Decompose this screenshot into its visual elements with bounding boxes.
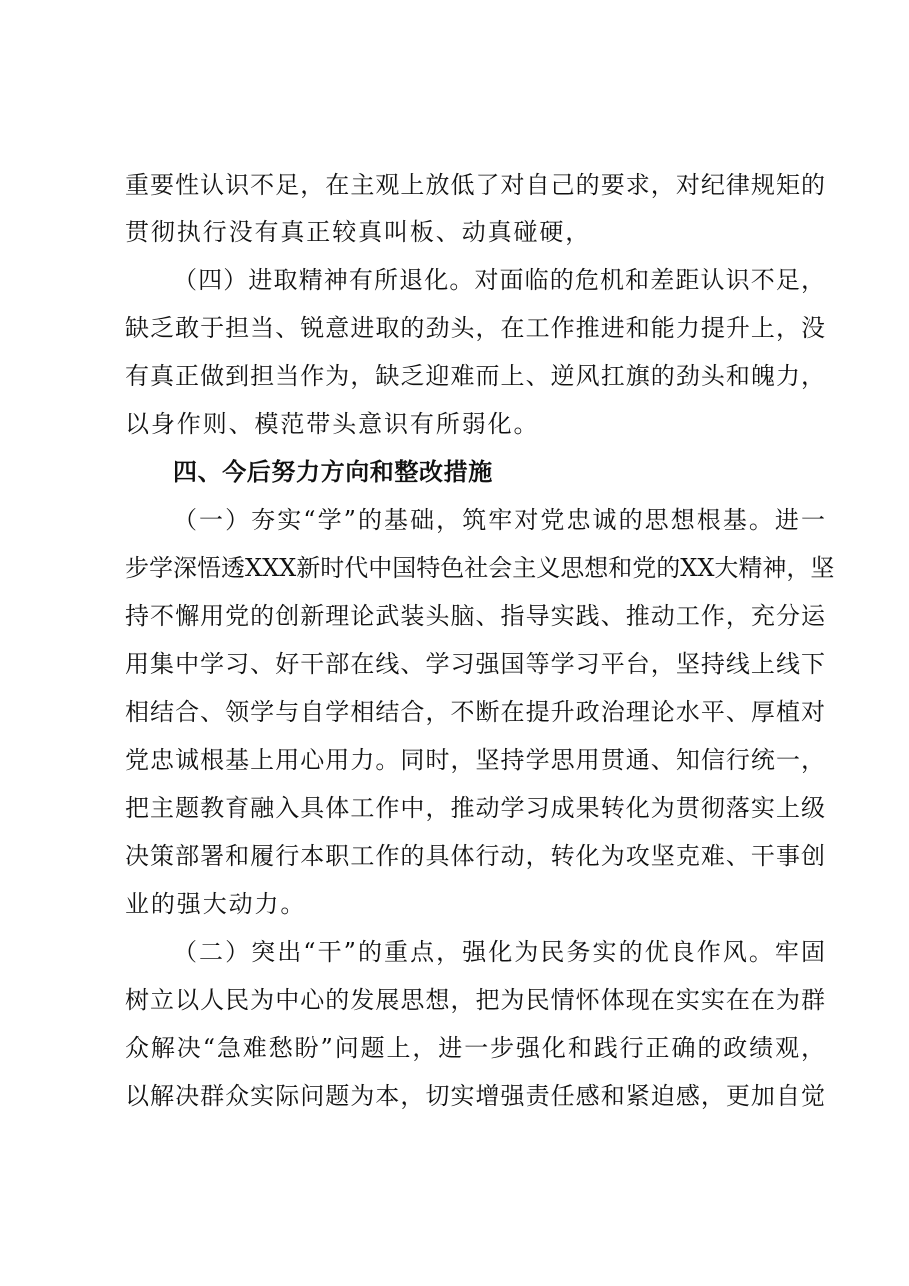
- body-text-line: 把主题教育融入具体工作中，推动学习成果转化为贯彻落实上级: [125, 794, 825, 822]
- body-text-line: 决策部署和履行本职工作的具体行动，转化为攻坚克难、干事创: [125, 842, 825, 870]
- body-text-line: 党忠诚根基上用心用力。同时，坚持学思用贯通、知信行统一，: [125, 746, 825, 774]
- body-text-line: 众解决“急难愁盼”问题上，进一步强化和践行正确的政绩观，: [125, 1034, 825, 1062]
- body-text-line: 贯彻执行没有真正较真叫板、动真碰硬，: [125, 218, 592, 246]
- body-text-line: 以解决群众实际问题为本，切实增强责任感和紧迫感，更加自觉: [125, 1082, 825, 1110]
- body-text-line: 步学深悟透XXX新时代中国特色社会主义思想和党的XX大精神，坚: [125, 554, 835, 582]
- body-text-line: 缺乏敢于担当、锐意进取的劲头，在工作推进和能力提升上，没: [125, 314, 825, 342]
- body-text-line: 用集中学习、好干部在线、学习强国等学习平台，坚持线上线下: [125, 650, 825, 678]
- body-text-line: 以身作则、模范带头意识有所弱化。: [125, 410, 540, 438]
- body-text-line: 有真正做到担当作为，缺乏迎难而上、逆风扛旗的劲头和魄力，: [125, 362, 825, 390]
- body-text-line: 相结合、领学与自学相结合，不断在提升政治理论水平、厚植对: [125, 698, 825, 726]
- subsection-1-paragraph-line: （一）夯实“学”的基础，筑牢对党忠诚的思想根基。进一: [173, 506, 825, 534]
- body-text-line: 持不懈用党的创新理论武装头脑、指导实践、推动工作，充分运: [125, 602, 825, 630]
- body-text-line: 树立以人民为中心的发展思想，把为民情怀体现在实实在在为群: [125, 986, 825, 1014]
- body-text-line: 业的强大动力。: [125, 890, 307, 918]
- section-4-paragraph-line: （四）进取精神有所退化。对面临的危机和差距认识不足，: [173, 266, 825, 294]
- body-text-line: 重要性认识不足，在主观上放低了对自己的要求，对纪律规矩的: [125, 171, 825, 199]
- subsection-2-paragraph-line: （二）突出“干”的重点，强化为民务实的优良作风。牢固: [173, 938, 825, 966]
- section-heading: 四、今后努力方向和整改措施: [173, 458, 493, 486]
